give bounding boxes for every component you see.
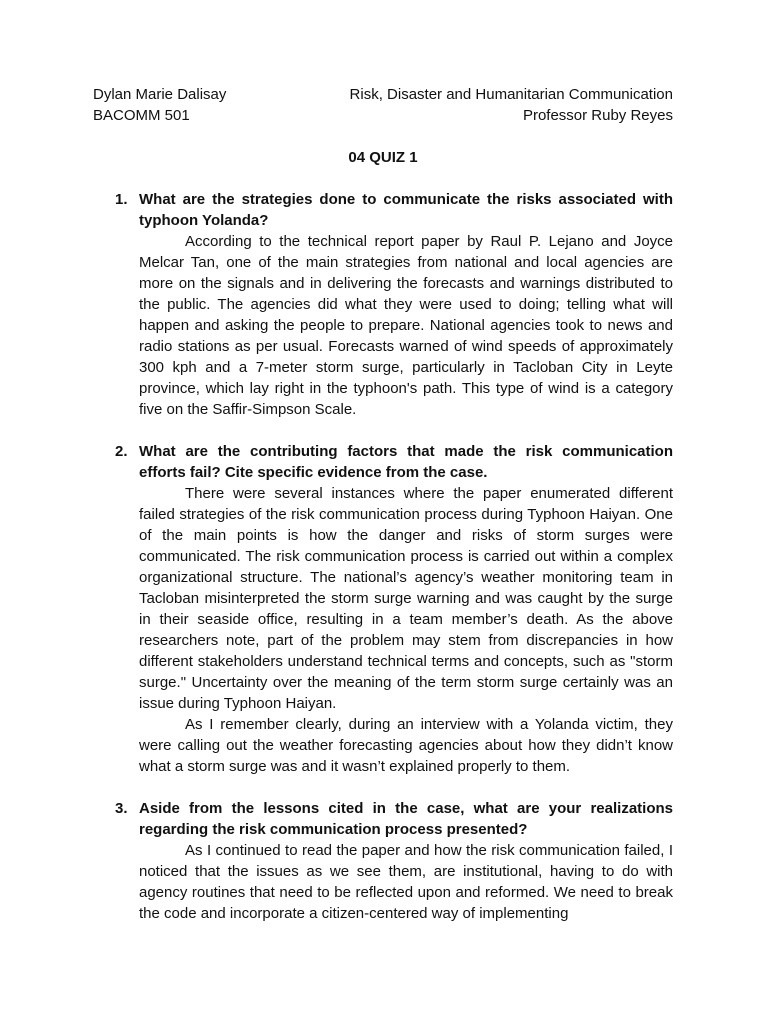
question-item-1: [93, 189, 673, 420]
document-page: [93, 84, 673, 945]
header-row-2: [93, 105, 673, 126]
question-item-3: [93, 798, 673, 924]
question-text: What are the contributing factors that made the risk communication efforts fail? Cite specific evidence from the case.: [139, 443, 673, 481]
answer-paragraph: As I remember clearly, during an interview with a Yolanda victim, they were calling out the weather forecasting agencies about how they didn’t know what a storm surge was and it wasn’t explained properly to them.: [139, 716, 673, 775]
answer-paragraph: There were several instances where the paper enumerated different failed strategies of the risk communication process during Typhoon Haiyan. One of the main points is how the danger and risks of storm surges were communicated. The risk communication process is carried out within a complex organizational structure. The national’s agency’s weather monitoring team in Tacloban misinterpreted the storm surge warning and was caught by the surge in their seaside office, resulting in a team member’s death. As the above researchers note, part of the problem may stem from discrepancies in how different stakeholders understand technical terms and concepts, such as "storm surge." Uncertainty over the meaning of the term storm surge certainly was an issue during Typhoon Haiyan.: [139, 485, 673, 712]
student-name: Dylan Marie Dalisay: [93, 86, 227, 103]
question-number: 2.: [115, 443, 128, 460]
question-number: 3.: [115, 800, 128, 817]
question-list: [93, 189, 673, 924]
course-title: Risk, Disaster and Humanitarian Communication: [349, 86, 673, 103]
course-code: BACOMM 501: [93, 107, 190, 124]
document-title: 04 QUIZ 1: [348, 149, 418, 166]
question-item-2: [93, 441, 673, 777]
header-row-1: [93, 84, 673, 105]
question-text: What are the strategies done to communicate the risks associated with typhoon Yolanda?: [139, 191, 673, 229]
question-number: 1.: [115, 191, 128, 208]
question-text: Aside from the lessons cited in the case, what are your realizations regarding the risk communication process presented?: [139, 800, 673, 838]
professor-name: Professor Ruby Reyes: [522, 107, 673, 124]
answer-paragraph: According to the technical report paper by Raul P. Lejano and Joyce Melcar Tan, one of the main strategies from national and local agencies are more on the signals and in delivering the forecasts and warnings distributed to the public. The agencies did what they were used to doing; telling what will happen and asking the people to prepare. National agencies took to news and radio stations as per usual. Forecasts warned of wind speeds of approximately 300 kph and a 7-meter storm surge, particularly in Tacloban City in Leyte province, which lay right in the typhoon's path. This type of wind is a category five on the Saffir-Simpson Scale.: [139, 233, 673, 418]
answer-paragraph: As I continued to read the paper and how the risk communication failed, I noticed that the issues as we see them, are institutional, having to do with agency routines that need to be reflected upon and reformed. We need to break the code and incorporate a citizen-centered way of implementing: [139, 842, 673, 922]
